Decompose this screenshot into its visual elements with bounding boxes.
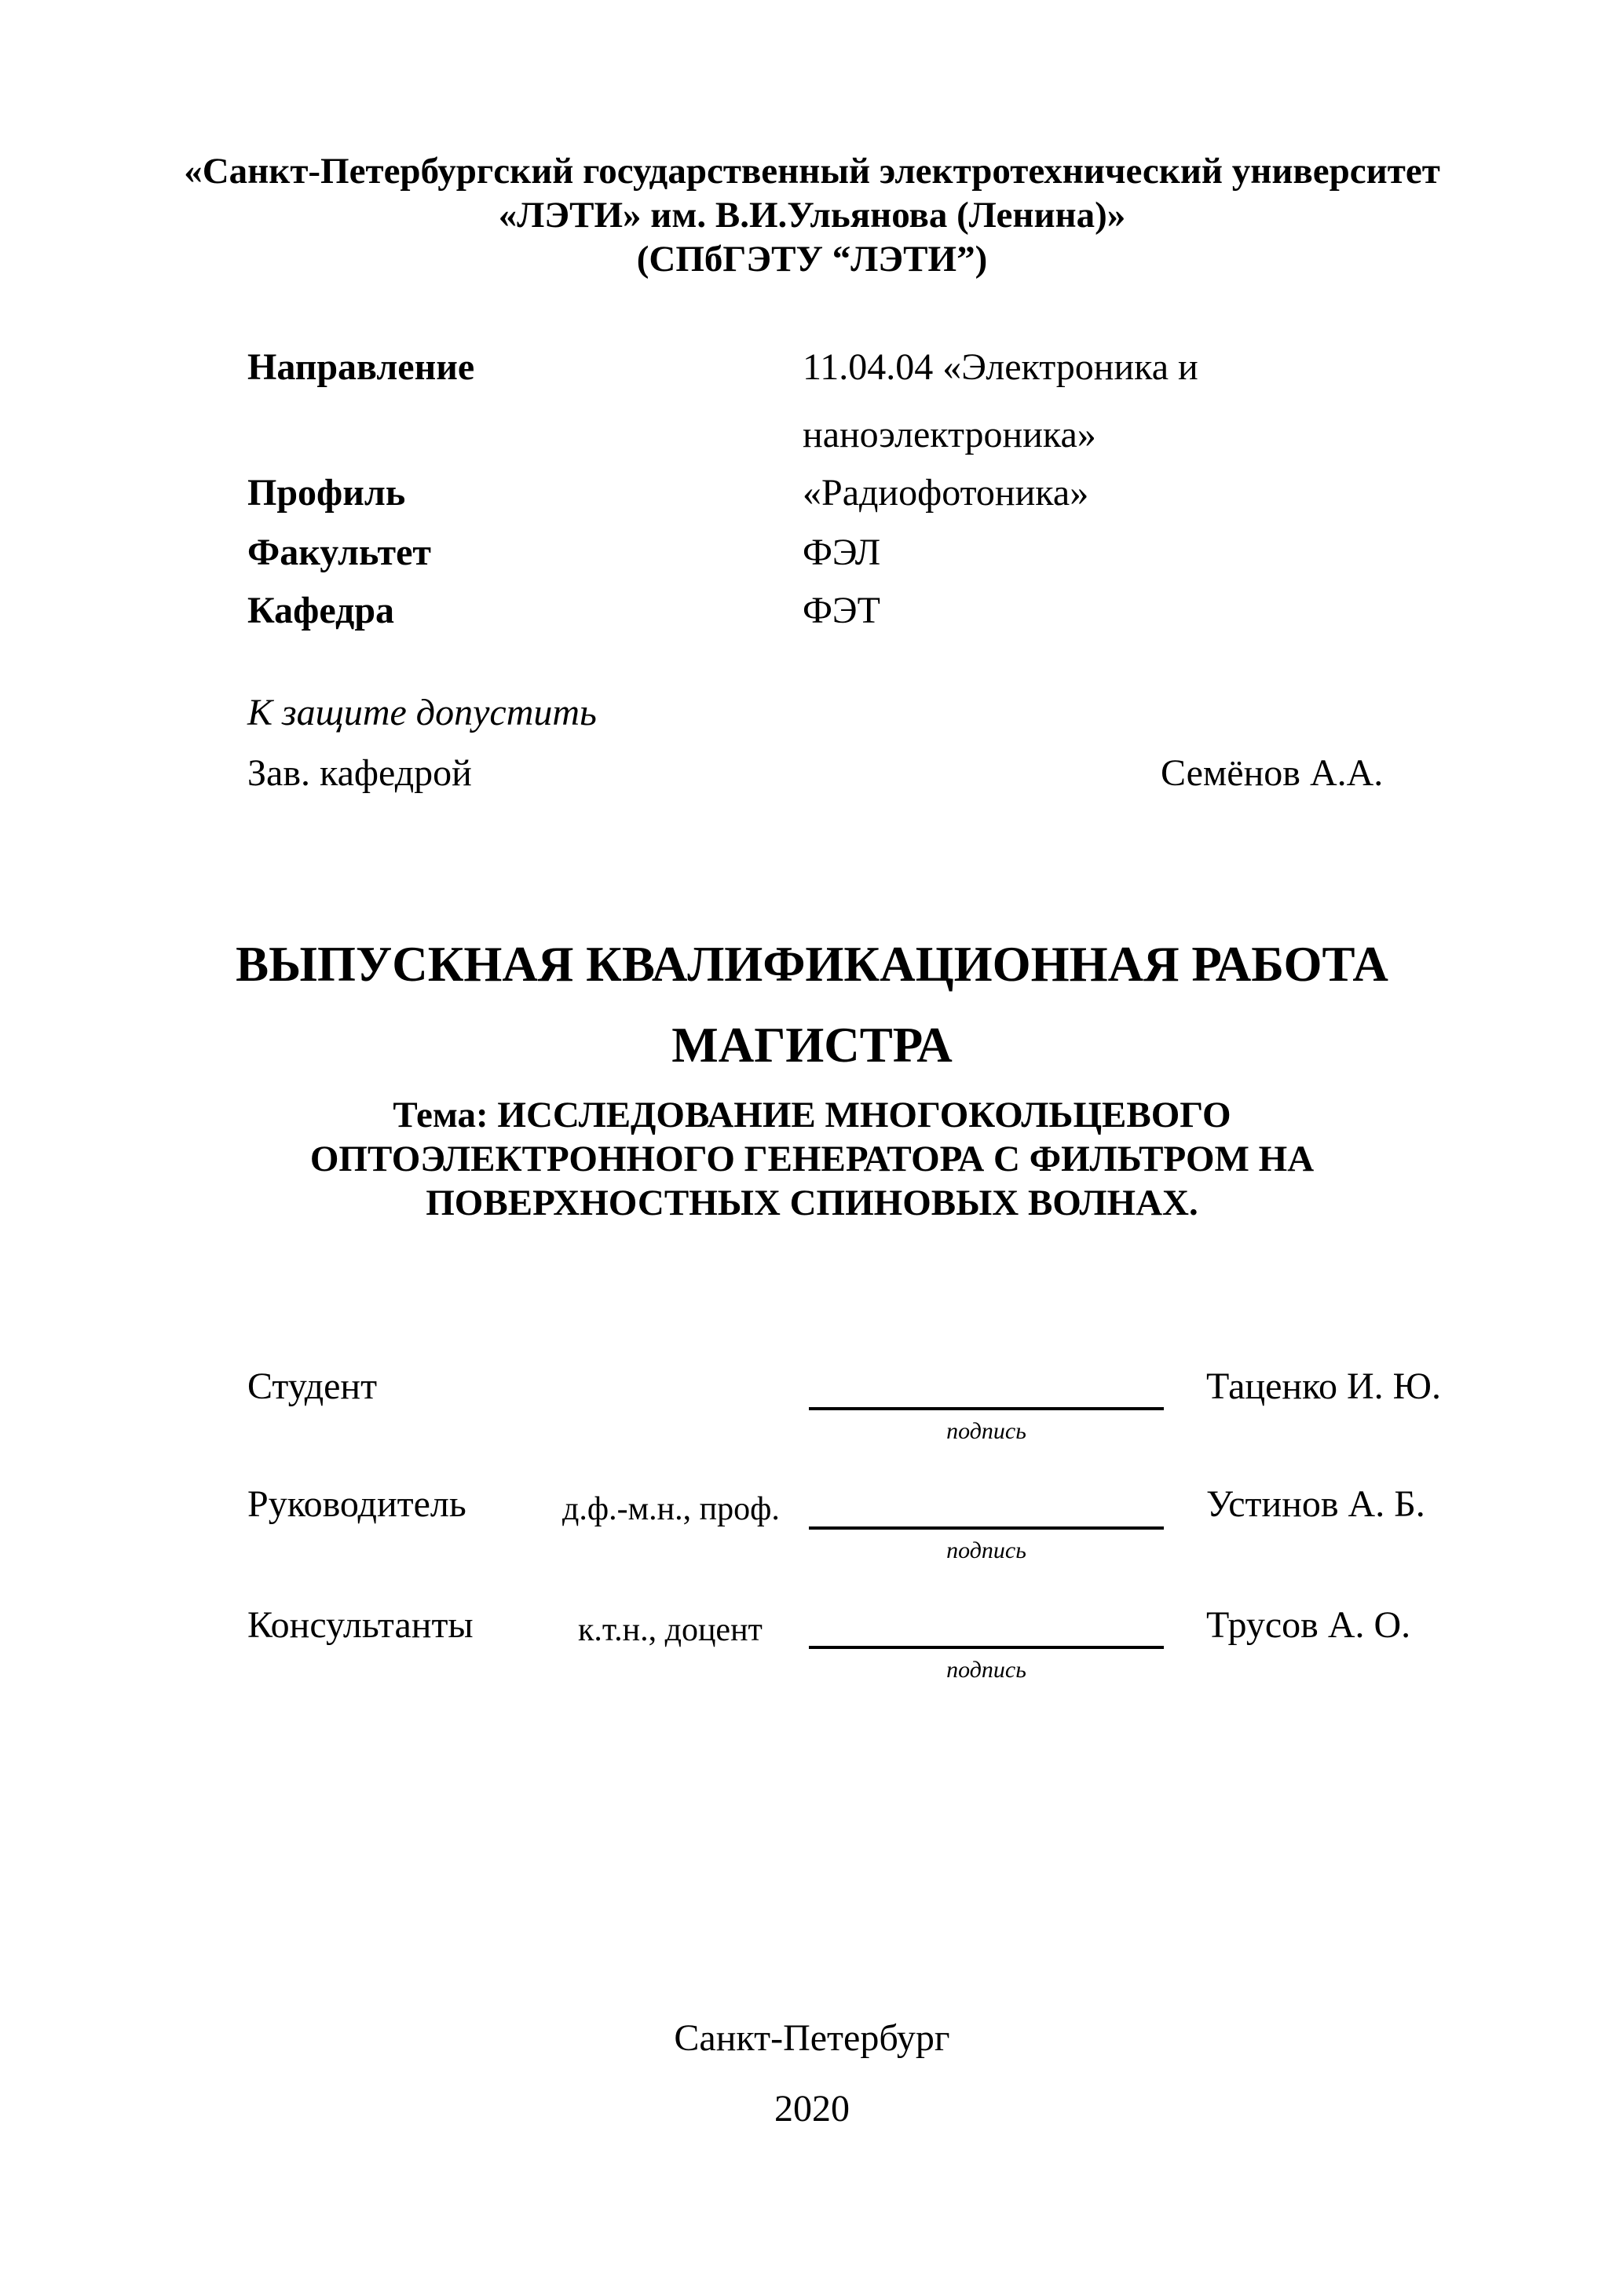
signature-line-student — [809, 1407, 1164, 1410]
university-name-line2: «ЛЭТИ» им. В.И.Ульянова (Ленина)» — [498, 195, 1126, 236]
signature-line-supervisor — [809, 1526, 1164, 1530]
signature-qualification-supervisor: д.ф.-м.н., проф. — [562, 1491, 780, 1527]
field-label-profile: Профиль — [247, 472, 406, 514]
thesis-theme-line3: ПОВЕРХНОСТНЫХ СПИНОВЫХ ВОЛНАХ. — [426, 1183, 1198, 1223]
signature-caption-student: подпись — [946, 1418, 1026, 1444]
footer-city: Санкт-Петербург — [674, 2017, 950, 2059]
signature-role-student: Студент — [247, 1366, 378, 1407]
signature-name-consultant: Трусов А. О. — [1206, 1604, 1411, 1646]
signature-name-supervisor: Устинов А. Б. — [1206, 1483, 1425, 1525]
signature-line-consultant — [809, 1646, 1164, 1649]
admission-note: К защите допустить — [247, 692, 597, 733]
signature-caption-consultant: подпись — [946, 1657, 1026, 1683]
signature-name-student: Таценко И. Ю. — [1206, 1366, 1441, 1407]
signature-qualification-consultant: к.т.н., доцент — [578, 1612, 763, 1648]
thesis-theme-line2: ОПТОЭЛЕКТРОННОГО ГЕНЕРАТОРА С ФИЛЬТРОМ НА — [309, 1139, 1315, 1179]
field-value-direction-wrap: наноэлектроника» — [803, 414, 1096, 455]
university-header — [0, 149, 1624, 281]
work-title-line1: ВЫПУСКНАЯ КВАЛИФИКАЦИОННАЯ РАБОТА — [236, 937, 1388, 992]
field-value-department: ФЭТ — [803, 590, 880, 631]
thesis-theme — [0, 1093, 1624, 1225]
field-label-direction: Направление — [247, 346, 475, 388]
signature-role-supervisor: Руководитель — [247, 1483, 466, 1525]
department-head-name: Семёнов А.А. — [1161, 752, 1384, 794]
signature-role-consultant: Консультанты — [247, 1604, 474, 1646]
university-abbreviation: (СПбГЭТУ “ЛЭТИ”) — [636, 239, 988, 280]
field-label-department: Кафедра — [247, 590, 395, 631]
department-head-label: Зав. кафедрой — [247, 752, 472, 794]
field-label-faculty: Факультет — [247, 532, 431, 573]
university-name-line1: «Санкт-Петербургский государственный электротехнический университет — [184, 151, 1440, 192]
work-title-line2: МАГИСТРА — [671, 1018, 953, 1073]
thesis-theme-line1: Тема: ИССЛЕДОВАНИЕ МНОГОКОЛЬЦЕВОГО — [393, 1095, 1231, 1135]
field-value-profile: «Радиофотоника» — [803, 472, 1089, 514]
signature-caption-supervisor: подпись — [946, 1537, 1026, 1563]
field-value-direction: 11.04.04 «Электроника и — [803, 346, 1198, 388]
footer-year: 2020 — [774, 2088, 850, 2130]
field-value-faculty: ФЭЛ — [803, 532, 881, 573]
